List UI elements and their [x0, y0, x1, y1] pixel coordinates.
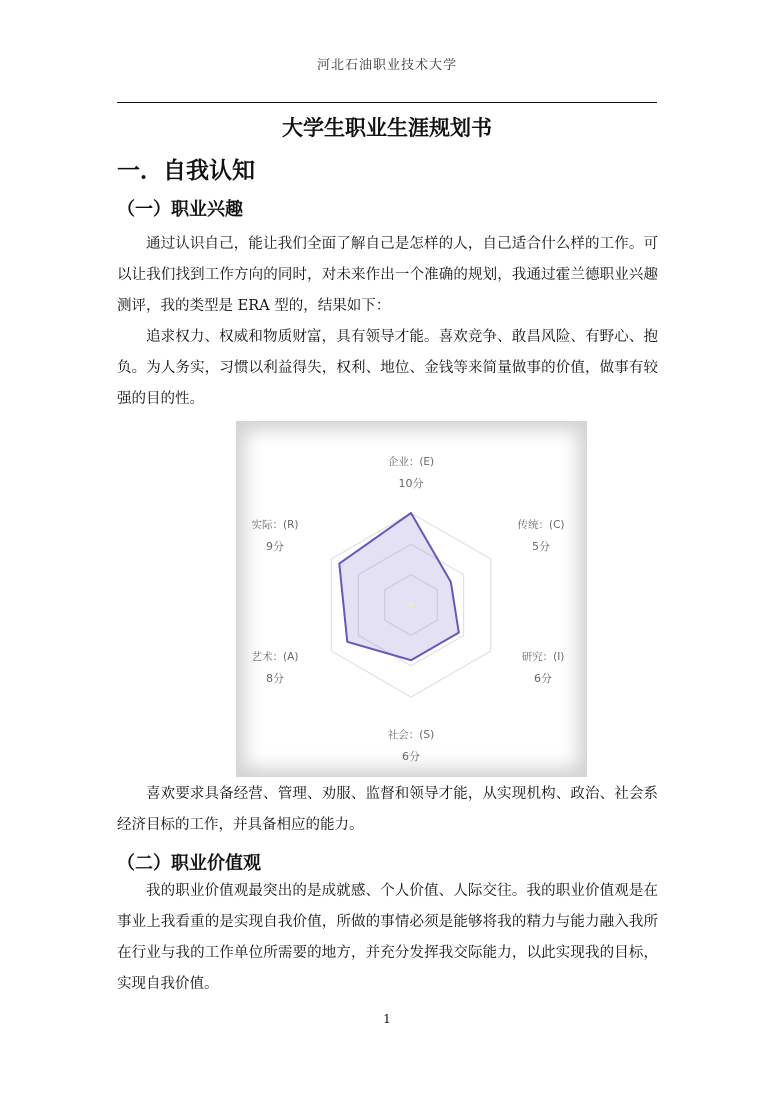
- paragraph-intro: 通过认识自己，能让我们全面了解自己是怎样的人，自己适合什么样的工作。可以让我们找到工作方向的同时，对未来作出一个准确的规划，我通过霍兰德职业兴趣测评，我的类型是 ERA 型的，结果如下：: [117, 236, 658, 314]
- page-header: 河北石油职业技术大学: [316, 58, 457, 73]
- radar-axis-label: 艺术：(A): [251, 651, 299, 663]
- radar-axis-label: 企业：(E): [387, 456, 435, 468]
- paragraph-type-description: 追求权力、权威和物质财富，具有领导才能。喜欢竞争、敢昌风险、有野心、抱负。为人务实，习惯以利益得失，权利、地位、金钱等来简量做事的价值，做事有较强的目的性。: [117, 329, 658, 407]
- radar-axis-score: 5分: [532, 540, 550, 553]
- radar-axis-label: 研究：(I): [521, 651, 565, 663]
- radar-axis-score: 8分: [266, 672, 284, 685]
- radar-axis-score: 6分: [534, 672, 552, 685]
- radar-axis-label: 实际：(R): [251, 519, 299, 531]
- page-number: 1: [383, 1012, 391, 1026]
- radar-axis-score: 9分: [266, 540, 284, 553]
- subsection-heading-career-interest: （一）职业兴趣: [117, 199, 243, 220]
- holland-radar-figure: [236, 421, 587, 777]
- radar-axis-label: 传统：(C): [517, 519, 565, 531]
- subsection-heading-career-values: （二）职业价值观: [117, 853, 261, 874]
- paragraph-values: 我的职业价值观最突出的是成就感、个人价值、人际交往。我的职业价值观是在事业上我看重的是实现自我价值，所做的事情必须是能够将我的精力与能力融入我所在行业与我的工作单位所需要的地方，并充分发挥我交际能力，以此实现我的目标，实现自我价值。: [117, 883, 658, 992]
- radar-axis-score: 10分: [398, 477, 424, 490]
- radar-center-dot: [409, 603, 413, 607]
- paragraph-enterprise-description: 喜欢要求具备经营、管理、劝服、监督和领导才能，从实现机构、政治、社会系经济目标的工作，并具备相应的能力。: [117, 786, 658, 833]
- document-title: 大学生职业生涯规划书: [282, 116, 492, 140]
- section-heading-self-awareness: 一．自我认知: [117, 158, 255, 184]
- radar-score-polygon: [339, 513, 459, 660]
- radar-axis-score: 6分: [402, 750, 420, 763]
- header-rule: [117, 102, 657, 103]
- radar-chart: [237, 422, 588, 778]
- radar-axis-label: 社会：(S): [387, 729, 435, 741]
